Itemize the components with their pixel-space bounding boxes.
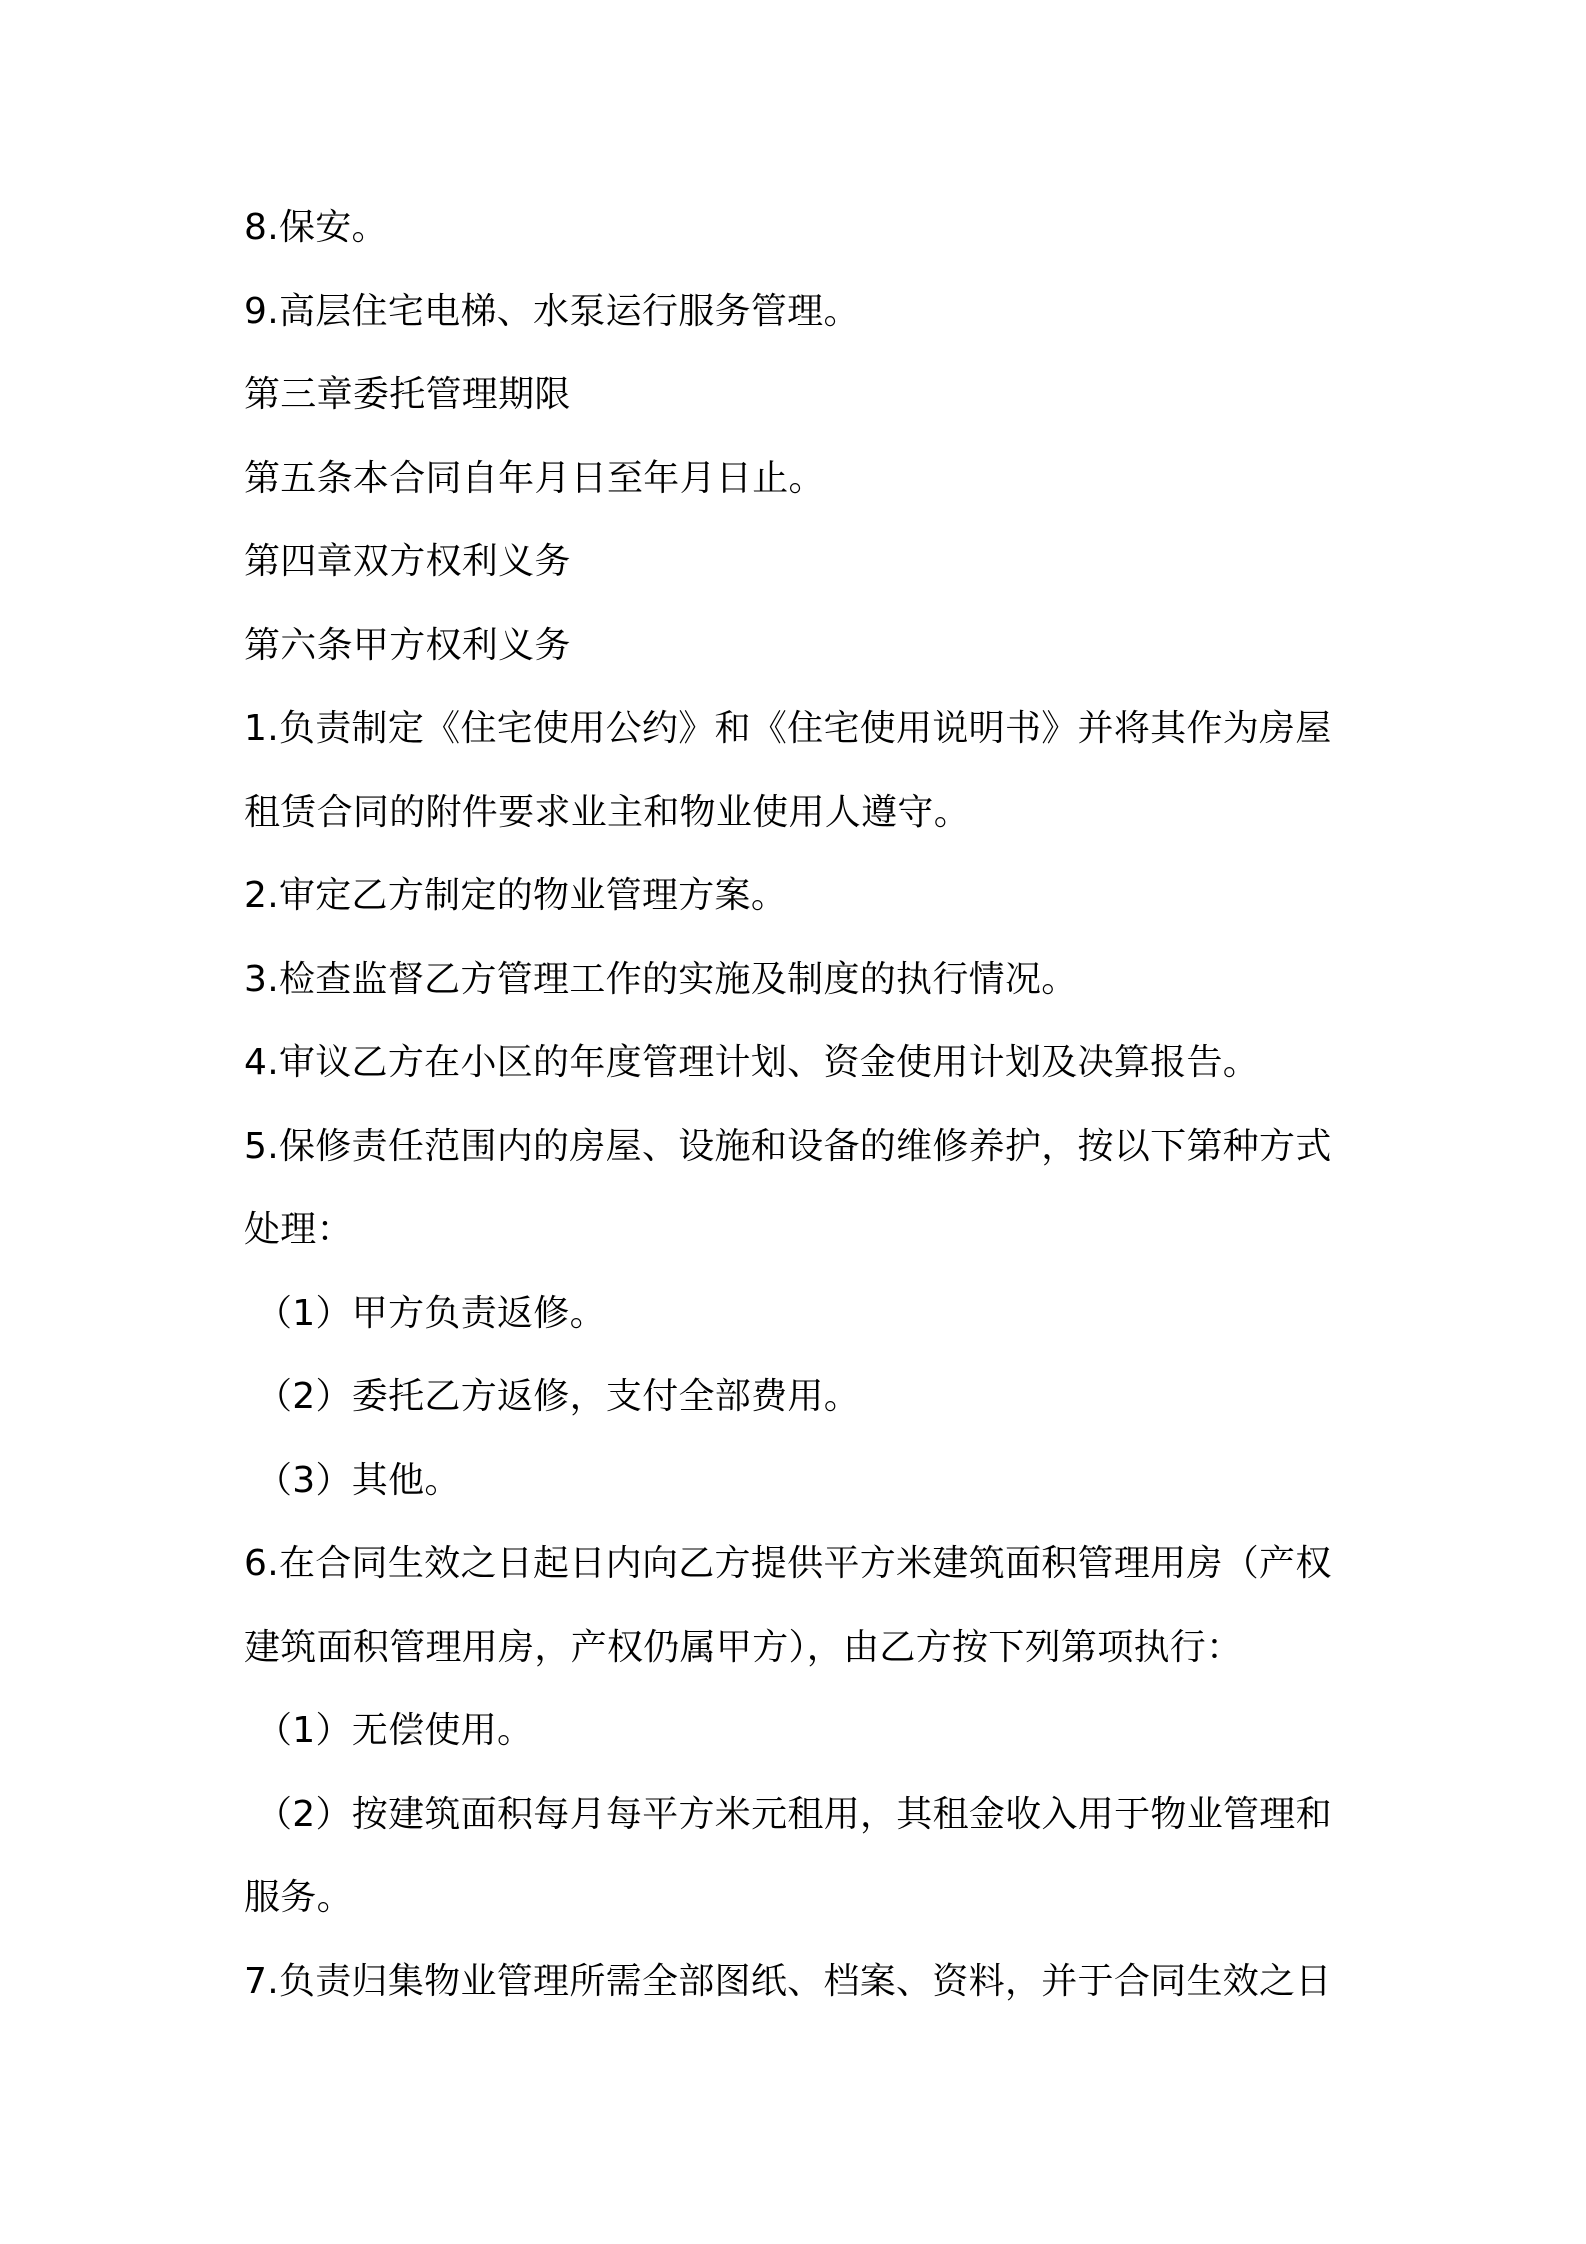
list-item-9: 9.高层住宅电梯、水泵运行服务管理。 — [244, 290, 860, 332]
clause-6-option-2-line-1: （2）按建筑面积每月每平方米元租用，其租金收入用于物业管理和 — [256, 1793, 1332, 1835]
clause-1-line-2: 租赁合同的附件要求业主和物业使用人遵守。 — [244, 791, 971, 833]
article-6-heading: 第六条甲方权利义务 — [244, 624, 571, 666]
clause-5-option-2: （2）委托乙方返修，支付全部费用。 — [256, 1376, 861, 1417]
clause-1-line-1: 1.负责制定《住宅使用公约》和《住宅使用说明书》并将其作为房屋 — [244, 708, 1332, 749]
clause-6-line-2: 建筑面积管理用房，产权仍属甲方），由乙方按下列第项执行： — [244, 1626, 1243, 1668]
clause-6-line-1: 6.在合同生效之日起日内向乙方提供平方米建筑面积管理用房（产权 — [244, 1543, 1332, 1584]
clause-5-line-1: 5.保修责任范围内的房屋、设施和设备的维修养护，按以下第种方式 — [244, 1125, 1332, 1167]
document-body — [244, 202, 1364, 2039]
clause-5-option-1: （1）甲方负责返修。 — [256, 1292, 606, 1334]
list-item-8: 8.保安。 — [244, 207, 388, 248]
clause-5-line-2: 处理： — [244, 1209, 353, 1250]
article-5: 第五条本合同自年月日至年月日止。 — [244, 457, 825, 499]
clause-3: 3.检查监督乙方管理工作的实施及制度的执行情况。 — [244, 958, 1078, 1000]
clause-2: 2.审定乙方制定的物业管理方案。 — [244, 875, 788, 916]
clause-5-option-3: （3）其他。 — [256, 1459, 461, 1501]
clause-6-option-1: （1）无偿使用。 — [256, 1710, 534, 1751]
clause-6-option-2-line-2: 服务。 — [244, 1877, 353, 1918]
chapter-heading-4: 第四章双方权利义务 — [244, 541, 571, 582]
clause-4: 4.审议乙方在小区的年度管理计划、资金使用计划及决算报告。 — [244, 1042, 1260, 1083]
chapter-heading-3: 第三章委托管理期限 — [244, 374, 571, 415]
clause-7-line-1: 7.负责归集物业管理所需全部图纸、档案、资料，并于合同生效之日 — [244, 1960, 1332, 2002]
